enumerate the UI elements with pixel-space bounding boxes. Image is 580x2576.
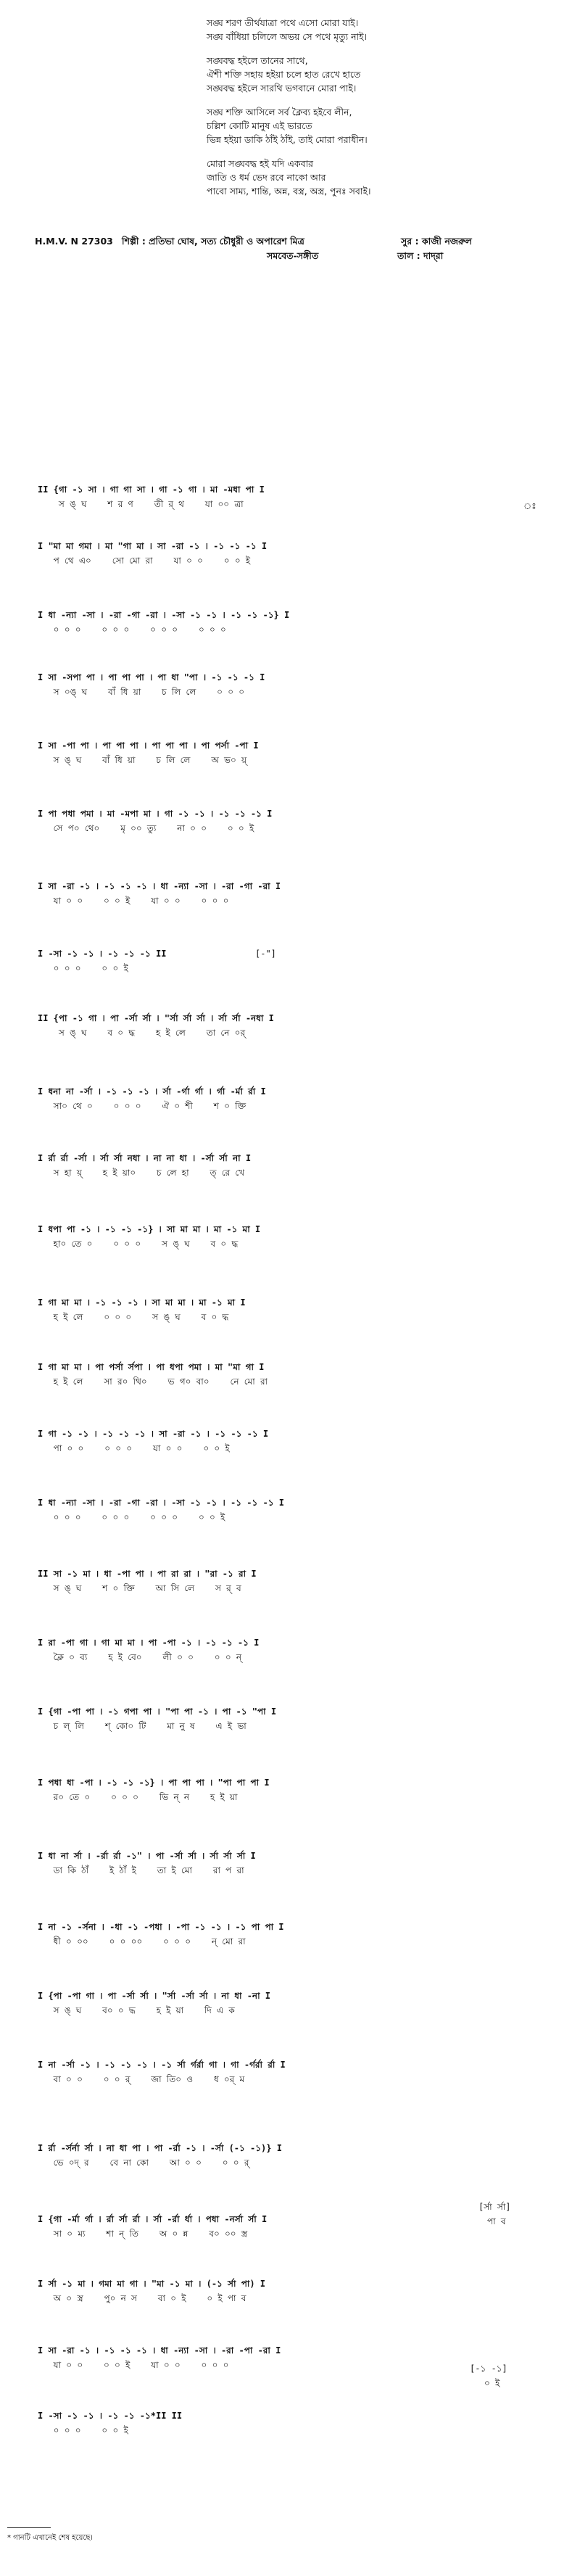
lyric-line: বা ০ ০ ০ ০ র্ জা তি০ ও ধ ০র্ ম (38, 2074, 245, 2084)
lyric-line: স ঙ্ ঘ ব ০ দ্ধ হ ই লে তা নে ০র্ (38, 1028, 246, 1038)
notation-row (38, 738, 567, 767)
notation-row (38, 946, 567, 975)
notation-row (38, 1360, 567, 1389)
lyric-line: স ঙ্ ঘ শ ০ ক্তি আ সি লে স র্ ব (38, 1583, 241, 1593)
swara-line: I সা -রা -১ । -১ -১ -১ । ধা -ন্যা -সা । -রা -পা -রা I (38, 2345, 281, 2356)
lyric-line: পা ০ ০ ০ ০ ০ যা ০ ০ ০ ০ ই (38, 1443, 230, 1453)
interlude-mark: [-"] (255, 949, 276, 959)
swara-line: I পধা ধা -পা । -১ -১ -১} । পা পা পা । "পা পা পা I (38, 1778, 270, 1788)
notation-row (38, 1849, 567, 1878)
lyric-line: প থে এ০ সো মো রা যা ০ ০ ০ ০ ই (38, 556, 251, 566)
notation-row (38, 670, 567, 699)
notation-row (38, 806, 567, 835)
swara-line: I গা মা মা । পা পর্সা র্সপা । পা ধপা পমা । মা "মা গা I (38, 1362, 265, 1372)
swara-line: I না -র্সা -১ । -১ -১ -১ । -১ র্সা র্গর্রা গা । গা -র্গর্রা র্রা I (38, 2060, 286, 2070)
notation-row (38, 1920, 567, 1949)
lyric-line: স ঙ্ ঘ বাঁ ধি য়া চ লি লে অ ভ০ য়্ (38, 755, 247, 765)
swara-line: I গা -১ -১ । -১ -১ -১ । সা -রা -১ । -১ -১ -১ I (38, 1429, 269, 1439)
swara-line: II সা -১ মা । ধা -পা পা । পা রা রা । "রা -১ রা I (38, 1569, 257, 1579)
swara-line: I -সা -১ -১ । -১ -১ -১ II (38, 949, 167, 959)
notation-row (38, 1011, 567, 1040)
swara-line: I ধা -ন্যা -সা । -রা -গা -রা । -সা -১ -১ । -১ -১ -১ I (38, 1498, 284, 1508)
lyric-line: যা ০ ০ ০ ০ ই যা ০ ০ ০ ০ ০ (38, 2360, 229, 2370)
lyric-line: র০ তে ০ ০ ০ ০ ভি ন্ ন হ ই য়া (38, 1792, 238, 1802)
lyric-line: স ০ঙ্ ঘ বাঁ ধি য়া চ লি লে ০ ০ ০ (38, 687, 245, 697)
lyric-line: চ ল্ লি শ্ কো০ টি মা নু ষ এ ই ভা (38, 1721, 246, 1731)
swara-line: I {গা -পা পা । -১ গপা পা । "পা পা -১ । পা -১ "পা I (38, 1706, 277, 1717)
notation-row (38, 2276, 567, 2305)
swara-line: I ধনা না -র্সা । -১ -১ -১ । র্সা -র্গা র্গা । র্গা -র্মা র্রা I (38, 1086, 266, 1097)
stanza (207, 54, 526, 95)
stanza (207, 157, 526, 198)
lyric-line: স হা য়্ হ ই য়া০ চ লে হা ত্ রে খে (38, 1168, 245, 1178)
lyric-line: স ঙ্ ঘ ব০ ০ দ্ধ হ ই য়া দি এ ক (38, 2005, 235, 2015)
lyric-line: ০ ০ ০ ০ ০ ই (38, 2425, 128, 2435)
swara-line: I পা পধা পমা । মা -মপা মা । গা -১ -১ । -১ -১ -১ I (38, 809, 273, 819)
poem-line: মোরা সঙ্ঘবদ্ধ হই যদি একবার (207, 158, 314, 169)
lyric-line: ডা কি ঠাঁ ই ঠাঁ ই তা ই মো রা প রা (38, 1865, 244, 1875)
notation-row (38, 2057, 567, 2086)
swara-line: I সা -পা পা । পা পা পা । পা পা পা । পা পর্সা -পা I (38, 740, 259, 751)
lyric-line: ভে ০দ্ র বে না কো আ ০ ০ ০ ০ র্ (38, 2158, 249, 2168)
notation-row (38, 539, 567, 568)
swara-line: I গা মা মা । -১ -১ -১ । সা মা মা । মা -১ মা I (38, 1297, 246, 1308)
lyric-line: ক্লৈ ০ ব্য হ ই বে০ লী ০ ০ ০ ০ ন্ (38, 1652, 242, 1662)
swara-line: I -সা -১ -১ । -১ -১ -১*II II (38, 2411, 183, 2421)
lyric-line: সে প০ থে০ মৃ ০০ ত্যু না ০ ০ ০ ০ ই (38, 823, 254, 833)
swara-line: I "মা মা গমা । মা "গা মা । সা -রা -১ । -১ -১ -১ I (38, 541, 268, 551)
swara-line: I র্সা -১ মা । গমা মা গা । "মা -১ মা । (-১ র্সা পা) I (38, 2279, 265, 2289)
lyric-line: হ ই লে ০ ০ ০ স ঙ্ ঘ ব ০ দ্ধ (38, 1312, 229, 1322)
artists: শিল্পী : প্রতিভা ঘোষ, সত্য চৌধুরী ও অপারেশ মিত্র (122, 236, 304, 247)
swara-line: I রা -পা গা । গা মা মা । পা -পা -১ । -১ -১ -১ I (38, 1638, 260, 1648)
notation-row (38, 1427, 567, 1456)
record-number: H.M.V. N 27303 (35, 236, 113, 247)
swara-line: II {গা -১ সা । গা গা সা । গা -১ গা । মা -মধা পা I (38, 484, 265, 495)
swara-line: I সা -সপা পা । পা পা পা । পা ধা "পা । -১ -১ -১ I (38, 672, 265, 682)
notation-row (38, 1989, 567, 2018)
stanza (207, 105, 526, 146)
lyric-line: স ঙ্ ঘ শ র ণ তী র্ থ যা ০০ ত্রা (38, 499, 244, 509)
notation-row (38, 1295, 567, 1324)
notation-row (38, 1084, 567, 1113)
swara-line: I র্রা র্রা -র্সা । র্সা র্সা নধা । না না ধা । -র্সা র্সা না I (38, 1153, 252, 1163)
lyric-line: হা০ তে ০ ০ ০ ০ স ঙ্ ঘ ব ০ দ্ধ (38, 1239, 239, 1249)
notation-row (38, 2141, 567, 2170)
poem-line: ঐশী শক্তি সহায় হইয়া চলে হাত রেখে হাতে (207, 69, 361, 80)
poem-line: সঙ্ঘ বাঁধিয়া চলিলে অভয় সে পথে মৃত্যু নাই। (207, 31, 368, 42)
lyric-line: সা০ থে ০ ০ ০ ০ ঐ ০ শী শ ০ ক্তি (38, 1101, 246, 1111)
footnote: * গানটি এখানেই শেষ হয়েছে। (7, 2534, 94, 2542)
bracket-mark-lyric: ০ ই (484, 2378, 500, 2388)
swara-line: I না -১ -র্সনা । -ধা -১ -পধা । -পা -১ -১ । -১ পা পা I (38, 1922, 284, 1932)
poem-line: চল্লিশ কোটি মানুষ এই ভারতে (207, 120, 312, 131)
notation-row (38, 1704, 567, 1733)
swara-line: I সা -রা -১ । -১ -১ -১ । ধা -ন্যা -সা । -রা -গা -রা I (38, 881, 281, 891)
composer: সুর : কাজী নজরুল (401, 236, 472, 247)
swara-line: II {পা -১ গা । পা -র্সা র্সা । "র্সা র্সা র্সা । র্সা র্সা -নধা I (38, 1013, 274, 1023)
lyric-line: ০ ০ ০ ০ ০ ০ ০ ০ ০ ০ ০ ই (38, 1512, 225, 1522)
bracket-mark: [র্সা র্সা] (478, 2202, 511, 2212)
poem-line: ভিন্ন হইয়া ডাকি ঠাঁই ঠাঁই, তাই মোরা পরাধীন। (207, 134, 368, 145)
poem-line: সঙ্ঘবদ্ধ হইলে তানের সাথে, (207, 55, 308, 66)
stanza (207, 16, 526, 44)
notation-row (38, 482, 567, 511)
lyric-line: সা ০ ম্য শা ন্ তি অ ০ ন্ন ব০ ০০ স্ত্র (38, 2229, 248, 2239)
lyric-line: ধী ০ ০০ ০ ০ ০০ ০ ০ ০ ন্ মো রা (38, 1936, 246, 1947)
notation-row (38, 1775, 567, 1804)
footnote-rule (7, 2527, 51, 2528)
lyric-line: অ ০ স্ত্র পু০ ন স বা ০ ই ০ ই পা ব (38, 2293, 246, 2303)
swara-line: I ধা না র্সা । -র্রা র্রা -১" । পা -র্সা র্সা । র্সা র্সা র্সা I (38, 1851, 256, 1861)
record-meta (35, 234, 571, 263)
notation-row (38, 1566, 567, 1595)
notation-row (38, 1635, 567, 1664)
swara-line: I {পা -পা গা । পা -র্সা র্সা । "র্সা -র্সা র্সা । না ধা -না I (38, 1991, 271, 2001)
lyric-line: ০ ০ ০ ০ ০ ০ ০ ০ ০ ০ ০ ০ (38, 624, 226, 635)
lyric-line: যা ০ ০ ০ ০ ই যা ০ ০ ০ ০ ০ (38, 896, 229, 906)
notation-row (38, 608, 567, 637)
lyric-line: হ ই লে সা র০ থি০ ভ গ০ বা০ নে মো রা (38, 1376, 268, 1387)
notation-row (38, 2408, 567, 2437)
poem-line: সঙ্ঘবদ্ধ হইলে সারথি ভগবানে মোরা পাই। (207, 83, 357, 94)
poem-line: সঙ্ঘ শরণ তীর্থযাত্রা পথে এসো মোরা যাই। (207, 17, 359, 28)
poem-line: পাবো সাম্য, শান্তি, অন্ন, বস্ত্র, অস্ত্র, পুনঃ সবাই। (207, 186, 371, 197)
bracket-mark-lyric: পা ব (487, 2216, 506, 2226)
genre: সমবেত-সঙ্গীত (267, 250, 319, 261)
poem-line: জাতি ও ধর্ম ভেদ রবে নাকো আর (207, 172, 326, 183)
song-lyrics (207, 16, 526, 208)
notation-row (38, 879, 567, 908)
lyric-line: ০ ০ ০ ০ ০ ই (38, 963, 128, 973)
swara-line: I ধপা পা -১ । -১ -১ -১} । সা মা মা । মা -১ মা I (38, 1224, 261, 1234)
notation-row (38, 1495, 567, 1524)
notation-row (38, 1151, 567, 1180)
colon-mark: ঃ (523, 501, 536, 511)
swara-line: I {গা -র্মা র্গা । র্রা র্সা র্রা । র্সা -র্রা র্ধা । পধা -নর্সা র্সা I (38, 2214, 268, 2224)
taal: তাল : দাদ্‌রা (397, 250, 444, 261)
bracket-mark: [-১ -১] (470, 2364, 508, 2374)
poem-line: সঙ্ঘ শক্তি আসিলে সর্ব ক্লৈব্য হইবে লীন, (207, 107, 352, 117)
notation-row (38, 1222, 567, 1251)
swara-line: I ধা -ন্যা -সা । -রা -গা -রা । -সা -১ -১ । -১ -১ -১} I (38, 610, 290, 620)
swara-line: I র্রা -র্সর্না র্সা । না ধা পা । পা -র্রা -১ । -র্সা (-১ -১)} I (38, 2143, 282, 2153)
